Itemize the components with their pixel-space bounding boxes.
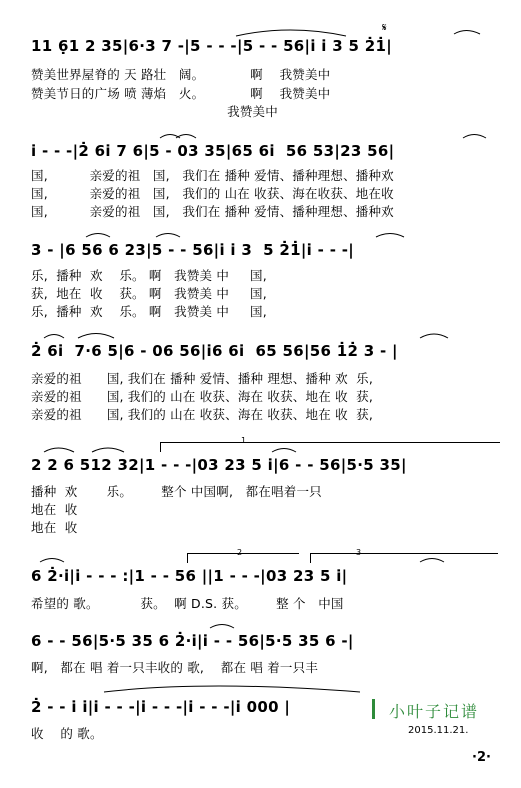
lyric-line-8-1: 收 的 歌。 (31, 726, 103, 741)
slur-arc (44, 335, 64, 339)
lyric-line-6-1: 希望的 歌。 获。 啊 D.S. 获。 整 个 中国 (31, 596, 344, 611)
lyric-line-4-2: 亲爱的祖 国, 我们的 山在 收获、海在 收获、地在 收 获, (31, 389, 374, 404)
slur-arc (156, 234, 180, 238)
lyric-line-4-1: 亲爱的祖 国, 我们在 播种 爱情、播种 理想、播种 欢 乐, (31, 371, 374, 386)
notation-line-2: i̇ - - -|2̇ 6i̇ 7 6|5 - 03 35|65 6i̇ 56 53|23 56| (31, 142, 395, 160)
lyric-line-7-1: 啊, 都在 唱 着一只丰收的 歌, 都在 唱 着一只丰 (31, 660, 319, 675)
lyric-line-1-1: 赞美世界屋脊的 天 路壮 阔。 啊 我赞美中 (31, 67, 331, 82)
notation-line-3: 3 - |6 56 6 23|5 - - 56|i̇ i̇ 3 5 2̇1̇|i̇ - - -| (31, 241, 355, 259)
notation-line-4: 2̇ 6i̇ 7·6 5|6 - 06 56|i̇6 6i̇ 65 56|56 1̇2̇ 3 - | (31, 342, 398, 360)
notation-line-1: 11 6̣1 2 35|6·3 7 -|5 - - -|5 - - 56|i̇ i̇ 3 5 2̇1̇| (31, 37, 393, 55)
volta-number-2: 2 (237, 548, 243, 557)
slur-arc (86, 234, 110, 238)
slur-arc (92, 448, 124, 452)
notation-line-6: 6 2̇·i̇|i̇ - - - :|1 - - 56 ||1 - - -|03 23 5 i̇| (31, 567, 348, 585)
lyric-line-3-3: 乐, 播种 欢 乐。 啊 我赞美 中 国, (31, 304, 267, 319)
lyric-line-5-3: 地在 收 (31, 520, 78, 535)
slur-arc (210, 625, 234, 629)
volta-number-1: 1 (241, 436, 247, 445)
slur-arc (376, 234, 404, 238)
volta-number-3: 3 (356, 548, 362, 557)
page-number: ·2· (472, 750, 491, 765)
notation-line-7: 6 - - 56|5·5 35 6 2̇·i̇|i̇ - - 56|5·5 35 6 -| (31, 632, 354, 650)
slur-arc (78, 334, 114, 339)
slur-arc (420, 559, 444, 563)
tie-arc (236, 30, 346, 36)
slur-arc (463, 135, 486, 139)
lyric-line-2-2: 国, 亲爱的祖 国, 我们的 山在 收获、海在收获、地在收 (31, 186, 394, 201)
slur-arc (454, 31, 480, 35)
lyric-line-5-2: 地在 收 (31, 502, 78, 517)
lyric-line-3-2: 获, 地在 收 获。 啊 我赞美 中 国, (31, 286, 267, 301)
signature: 小叶子记谱 (389, 702, 480, 721)
lyric-line-1-2: 赞美节日的广场 喷 薄焰 火。 啊 我赞美中 (31, 86, 331, 101)
lyric-line-3-1: 乐, 播种 欢 乐。 啊 我赞美 中 国, (31, 268, 267, 283)
slur-arc (272, 449, 296, 453)
lyric-line-5-1: 播种 欢 乐。 整个 中国啊, 都在唱着一只 (31, 484, 322, 499)
tie-arc (104, 686, 360, 692)
notation-line-5: 2 2 6 512 32|1 - - -|03 23 5 i̇|6 - - 56|5·5 35| (31, 456, 407, 474)
date-label: 2015.11.21. (408, 725, 469, 736)
signature-bar (372, 699, 375, 719)
lyric-line-1-3: 我赞美中 (31, 104, 278, 119)
slur-arc (40, 559, 64, 563)
lyric-line-2-1: 国, 亲爱的祖 国, 我们在 播种 爱情、播种理想、播种欢 (31, 168, 394, 183)
lyric-line-4-3: 亲爱的祖 国, 我们的 山在 收获、海在 收获、地在 收 获, (31, 407, 374, 422)
slur-arc (44, 448, 74, 452)
notation-line-8: 2̇ - - i̇ i̇|i̇ - - -|i̇ - - -|i̇ - - -|i̇ 000 | (31, 698, 291, 716)
slur-arc (420, 334, 448, 338)
lyric-line-2-3: 国, 亲爱的祖 国, 我们在 播种 爱情、播种理想、播种欢 (31, 204, 394, 219)
segno-sign: 𝄋 (382, 21, 387, 34)
